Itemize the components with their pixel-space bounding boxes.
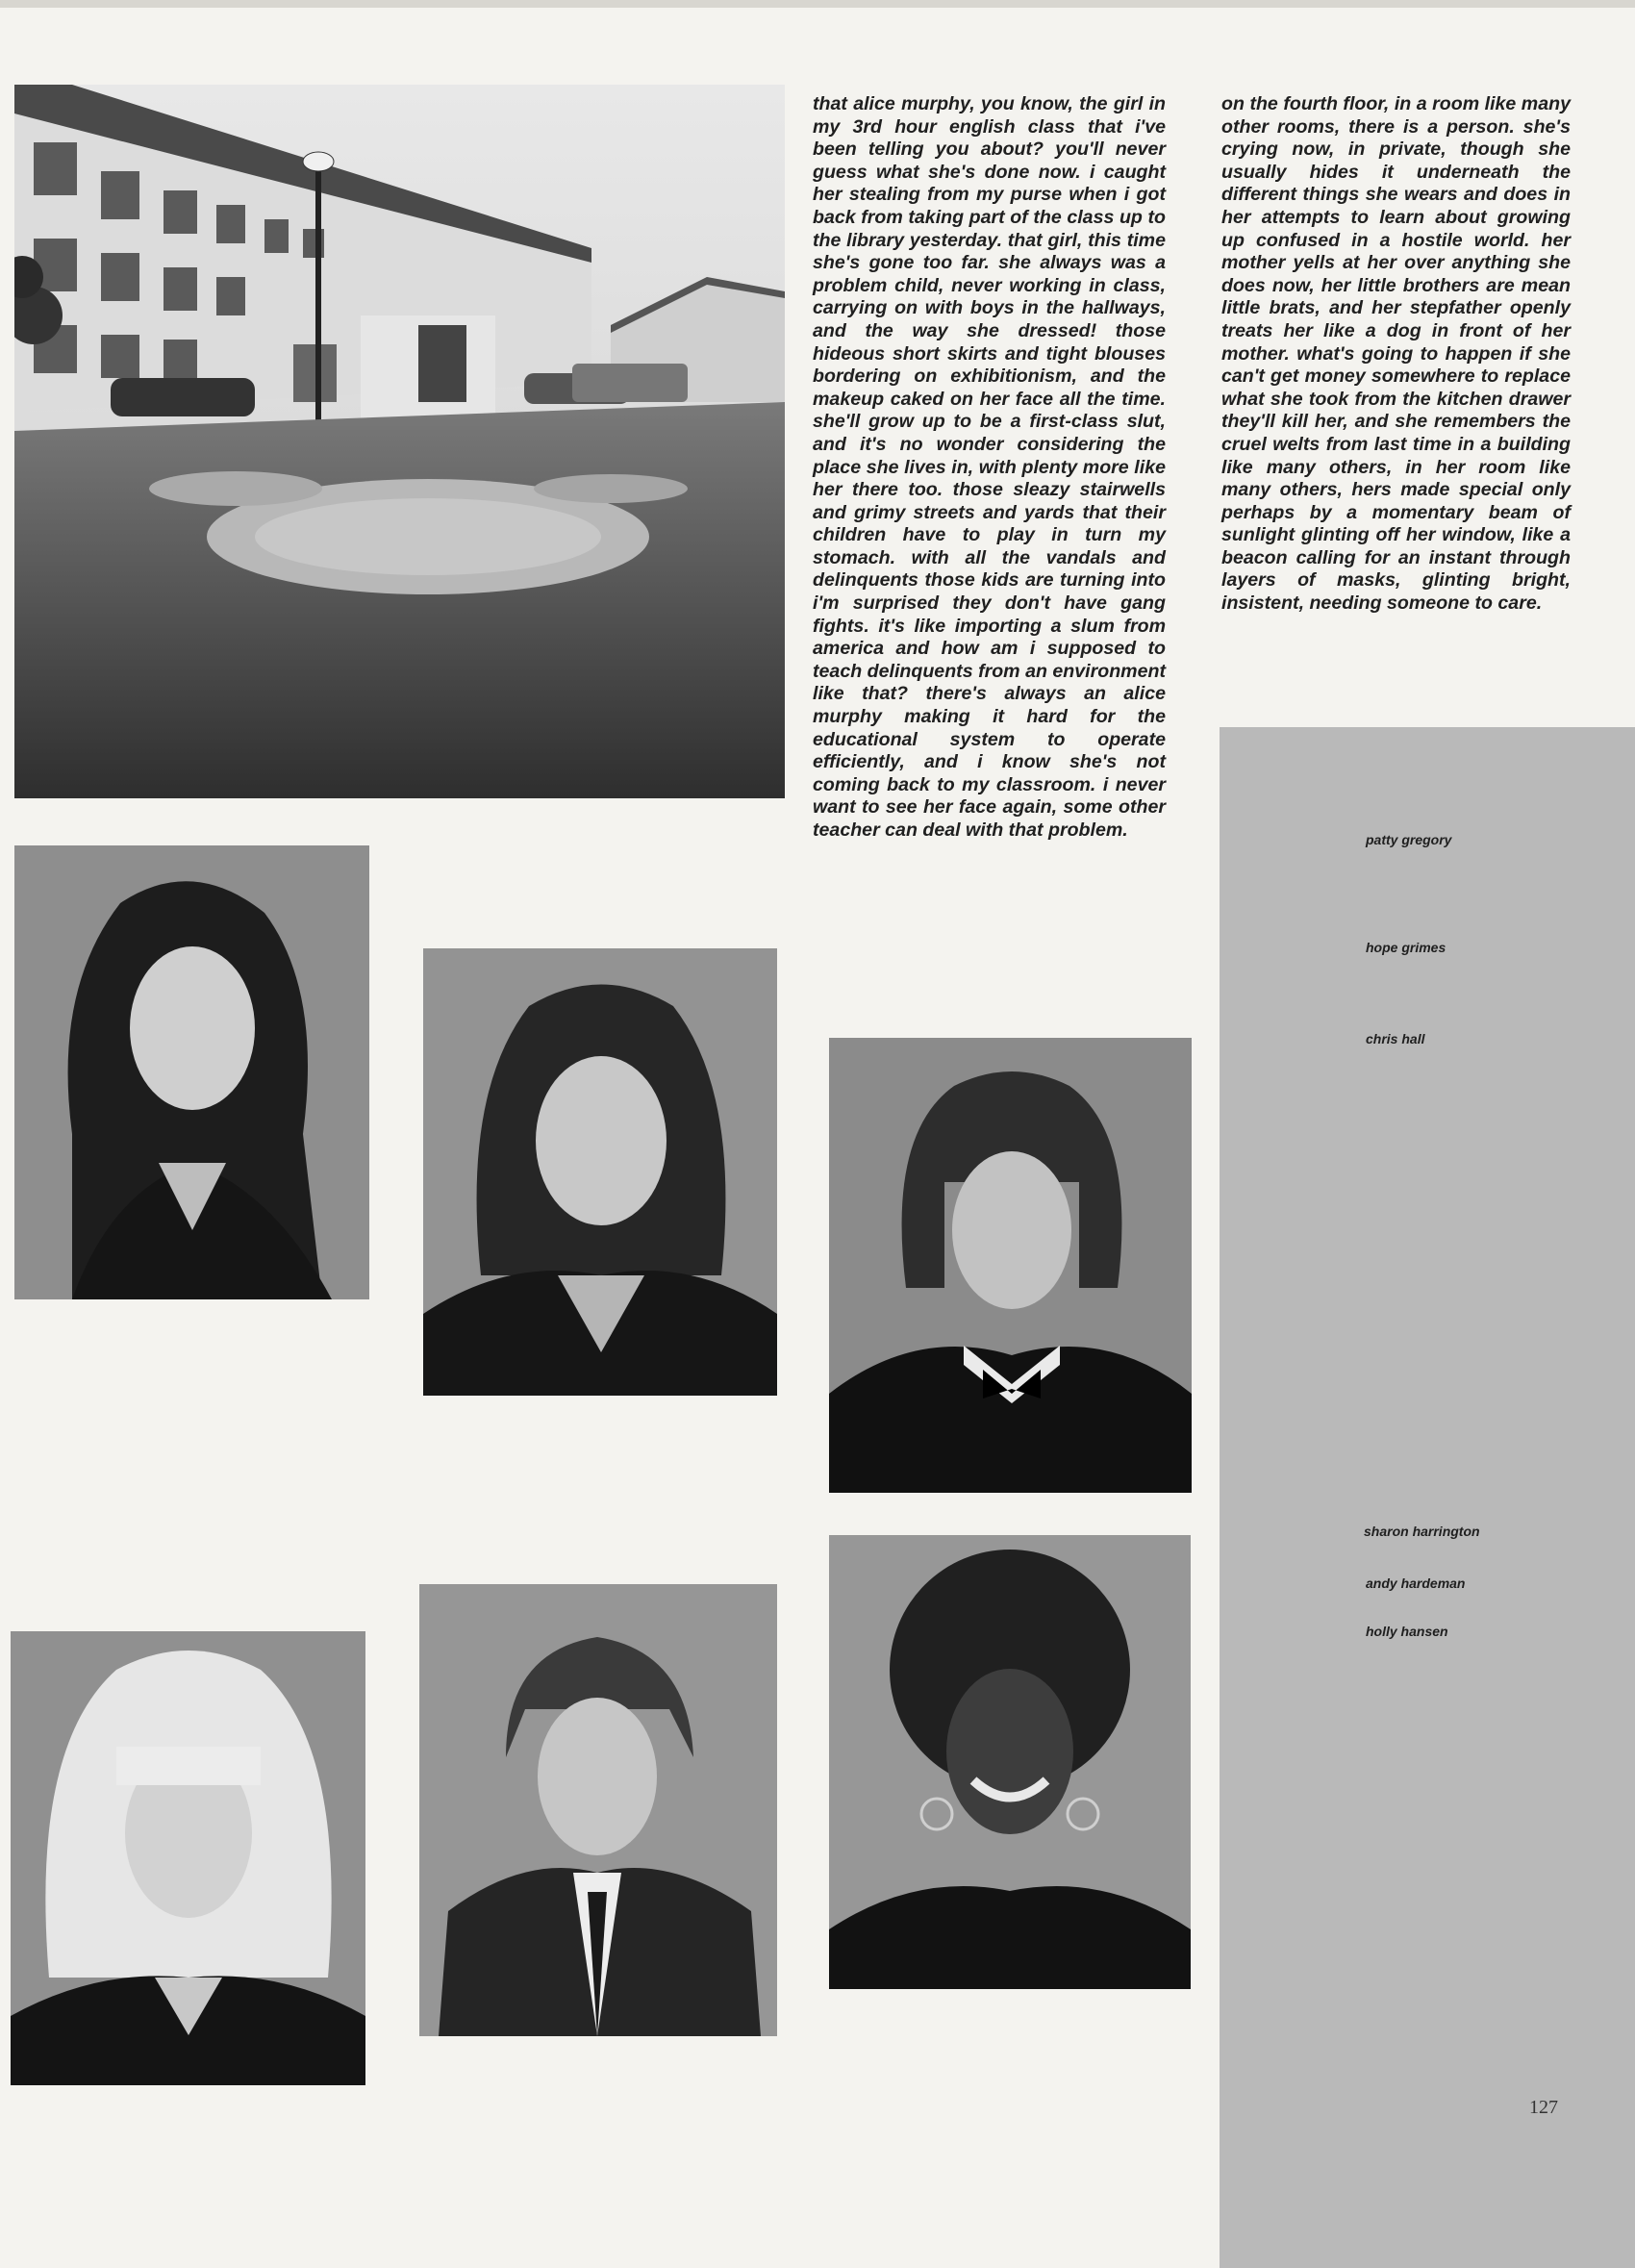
caption-name: chris hall [1366, 1031, 1425, 1046]
caption-name: andy hardeman [1366, 1575, 1466, 1591]
housing-photo [14, 85, 785, 798]
page-number: 127 [1529, 2097, 1558, 2118]
article-column-2: on the fourth floor, in a room like many other rooms, there is a person. she's crying now, in private, though she usually hides it underneath the different things she wears and does in her attempts to learn about growing up confused in a hostile world. her mother yells at her over anything she does now, her little brothers are mean little brats, and her stepfather openly treats her like a dog in front of her mother. what's going to happen if she can't get money somewhere to replace what she took from the kitchen drawer they'll kill her, and she remembers the cruel welts from last time in a building like many others, in her room like many others, hers made special only perhaps by a momentary beam of sunlight glinting off her window, like a beacon calling for an instant through layers of masks, glinting bright, insistent, needing someone to care. [1221, 93, 1571, 615]
portrait-andy-hardeman [419, 1584, 777, 2036]
caption-name: holly hansen [1366, 1624, 1448, 1639]
article-column-1: that alice murphy, you know, the girl in my 3rd hour english class that i've been telling you about? you'll never guess what she's done now. i caught her stealing from my purse when i got back from taking part of the class up to the library yesterday. that girl, this time she's gone too far. she always was a problem child, never working in class, carrying on with boys in the hallways, and the way she dressed! those hideous short skirts and tight blouses bordering on exhibitionism, and the makeup caked on her face all the time. she'll grow up to be a first-class slut, and it's no wonder considering the place she lives in, with plenty more like her there too. those sleazy stairwells and grimy streets and yards that their children have to play in turn my stomach. with all the vandals and delinquents those kids are turning into i'm surprised they don't have gang fights. it's like importing a slum from america and how am i supposed to teach delinquents from an environment like that? there's always an alice murphy making it hard for the educational system to operate efficiently, and i know she's not coming back to my classroom. i never want to see her face again, some other teacher can deal with that problem. [813, 93, 1166, 841]
portrait-holly-hansen [829, 1535, 1191, 1989]
portrait-chris-hall [829, 1038, 1192, 1493]
caption-name: patty gregory [1366, 832, 1452, 847]
page-top-edge [0, 0, 1635, 8]
portrait-hope-grimes [423, 948, 777, 1396]
portrait-sharon-harrington [11, 1631, 365, 2085]
caption-panel [1220, 727, 1635, 2268]
portrait-patty-gregory [14, 845, 369, 1299]
caption-name: hope grimes [1366, 940, 1446, 955]
caption-name: sharon harrington [1364, 1524, 1480, 1539]
